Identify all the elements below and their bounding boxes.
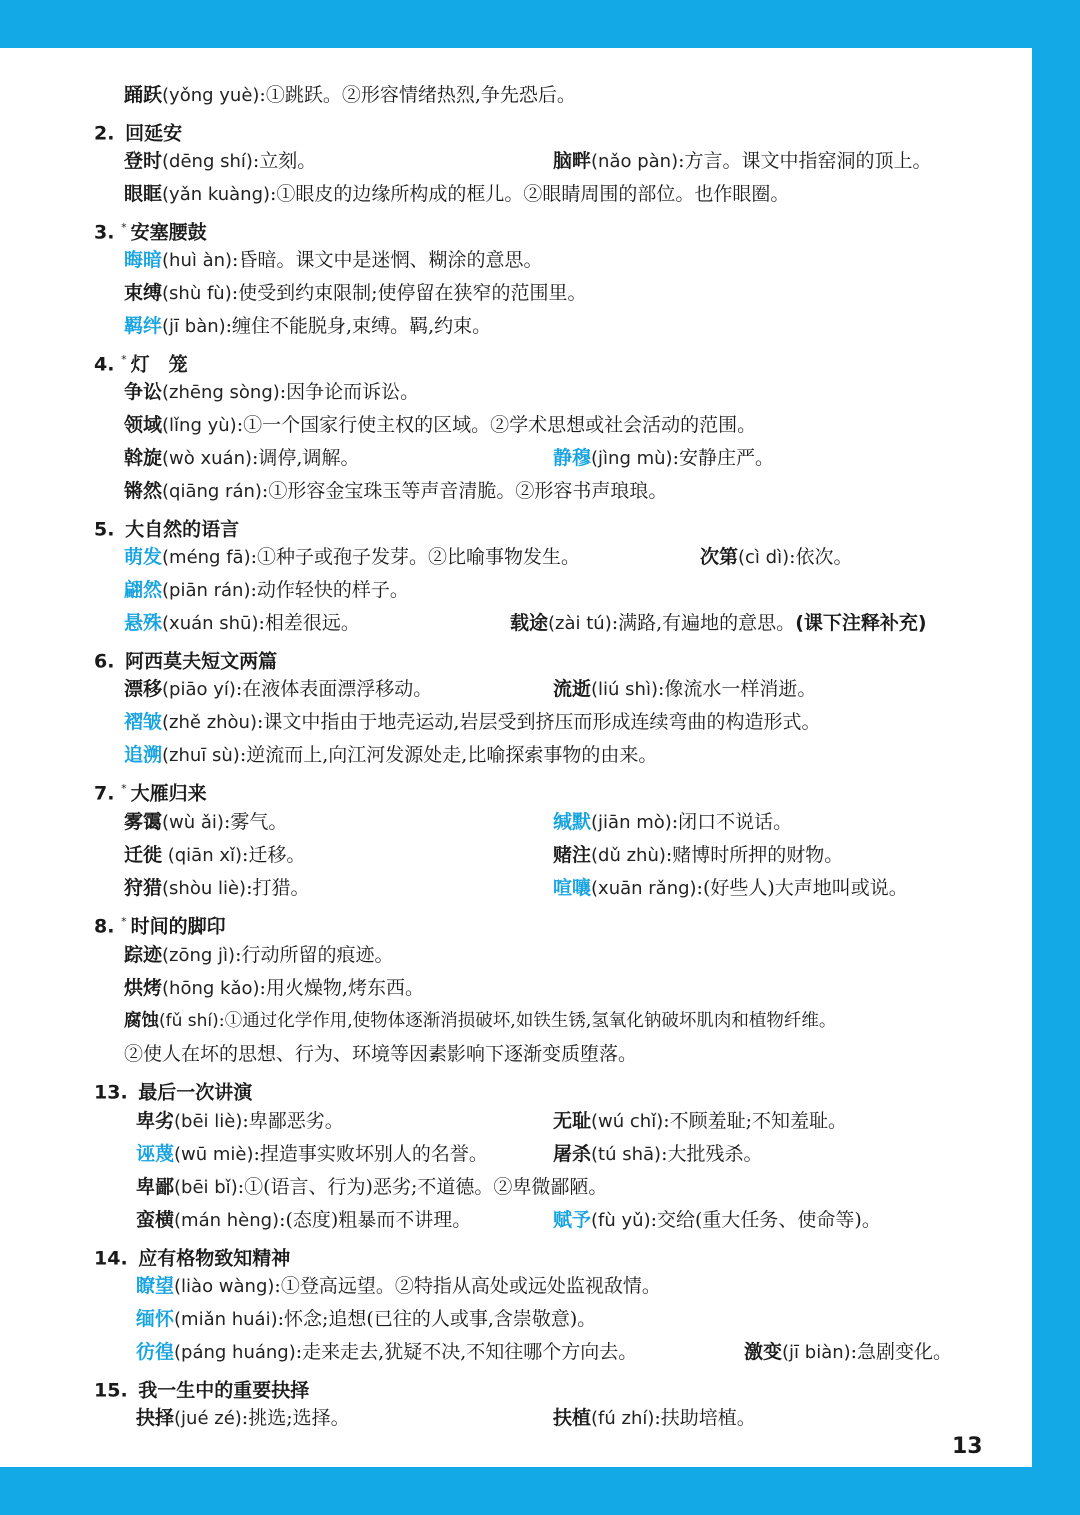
vocab-entry [136, 1270, 661, 1303]
vocab-definition: :安静庄严。 [672, 447, 774, 469]
vocab-pinyin: (mán hèng) [174, 1210, 280, 1231]
vocab-pinyin: (shù fù) [162, 283, 232, 304]
vocab-definition: :①登高远望。②特指从高处或远处监视敌情。 [274, 1275, 661, 1297]
vocab-line [0, 79, 1032, 112]
section-heading [94, 640, 277, 673]
vocab-word: 束缚 [124, 282, 163, 304]
section-star: * [121, 782, 127, 795]
vocab-word: 卑鄙 [136, 1176, 175, 1198]
section-heading [94, 343, 188, 376]
vocab-line [0, 939, 1032, 972]
vocab-entry [553, 442, 774, 475]
section-title: 我一生中的重要抉择 [138, 1379, 310, 1402]
section-number: 6. [94, 650, 115, 673]
vocab-definition: :调停,调解。 [252, 447, 360, 469]
vocab-word: 赋予 [553, 1209, 592, 1231]
vocab-definition: :走来走去,犹疑不决,不知往哪个方向去。 [295, 1341, 638, 1363]
vocab-line [0, 1336, 1032, 1369]
vocab-word: 激变 [744, 1341, 783, 1363]
section-heading [94, 112, 182, 145]
vocab-line [0, 739, 1032, 772]
vocab-line [0, 178, 1032, 211]
vocab-line [0, 1105, 1032, 1138]
vocab-line [0, 244, 1032, 277]
vocab-definition: :立刻。 [252, 150, 317, 172]
vocab-pinyin: (jìng mù) [591, 448, 673, 469]
vocab-entry [553, 673, 816, 706]
vocab-entry-continuation [124, 1038, 637, 1071]
vocab-line [0, 806, 1032, 839]
section-number: 7. [94, 782, 115, 805]
vocab-entry [553, 1105, 847, 1138]
section-title: 大自然的语言 [125, 518, 240, 541]
vocab-word: 悬殊 [124, 612, 163, 634]
vocab-pinyin: (wù ǎi) [162, 812, 224, 833]
vocab-entry [124, 475, 667, 508]
vocab-entry [124, 806, 287, 839]
vocab-definition: :急剧变化。 [850, 1341, 953, 1363]
vocab-word: 无耻 [553, 1110, 592, 1132]
vocab-word: 狩猎 [124, 877, 163, 899]
section-number: 15. [94, 1379, 128, 1402]
vocab-pinyin: (méng fā) [162, 547, 251, 568]
vocab-word: 载途 [510, 612, 549, 634]
vocab-entry [700, 541, 853, 574]
vocab-definition: :交给(重大任务、使命等)。 [650, 1209, 881, 1231]
vocab-pinyin: (yǒng yuè) [162, 85, 260, 106]
vocab-pinyin: (shòu liè) [162, 878, 247, 899]
vocab-word: 漂移 [124, 678, 163, 700]
section-heading [94, 1369, 309, 1402]
vocab-line [0, 1303, 1032, 1336]
section-heading [94, 1071, 252, 1104]
vocab-pinyin: (zài tú) [548, 613, 612, 634]
vocab-pinyin: (bēi bǐ) [174, 1177, 238, 1198]
vocab-entry [136, 1204, 471, 1237]
vocab-entry [136, 1171, 607, 1204]
vocab-definition: :挑选;选择。 [241, 1407, 350, 1429]
section-title: 大雁归来 [130, 782, 207, 805]
vocab-entry [124, 409, 756, 442]
vocab-pinyin: (bēi liè) [174, 1111, 243, 1132]
vocab-entry [553, 806, 792, 839]
section-number: 13. [94, 1081, 128, 1104]
vocab-word: 蛮横 [136, 1209, 175, 1231]
vocab-word: 争讼 [124, 381, 163, 403]
vocab-pinyin: (tú shā) [591, 1144, 662, 1165]
vocab-word: 迁徙 [124, 844, 163, 866]
vocab-pinyin: (wò xuán) [162, 448, 253, 469]
vocab-line [0, 706, 1032, 739]
vocab-entry [136, 1303, 596, 1336]
vocab-word: 晦暗 [124, 249, 163, 271]
vocab-definition: :满路,有遍地的意思。 [611, 612, 796, 634]
vocab-pinyin: (yǎn kuàng) [162, 184, 271, 205]
vocab-definition: :方言。课文中指窑洞的顶上。 [678, 150, 932, 172]
vocab-word: 脑畔 [553, 150, 592, 172]
vocab-entry [124, 178, 789, 211]
vocab-definition: :缠住不能脱身,束缚。羁,约束。 [225, 315, 492, 337]
vocab-word: 抉择 [136, 1407, 175, 1429]
right-border [1032, 0, 1080, 1515]
vocab-definition: :打猎。 [246, 877, 310, 899]
vocab-line [0, 475, 1032, 508]
vocab-definition: :使受到约束限制;使停留在狭窄的范围里。 [231, 282, 587, 304]
vocab-line [0, 409, 1032, 442]
vocab-definition: :①眼皮的边缘所构成的框儿。②眼睛周围的部位。也作眼圈。 [270, 183, 790, 205]
section-title: 阿西莫夫短文两篇 [125, 650, 278, 673]
vocab-pinyin: (fù yǔ) [591, 1210, 651, 1231]
vocab-pinyin: (qiāng rán) [162, 481, 262, 502]
vocab-word: 腐蚀 [124, 1011, 159, 1031]
vocab-word: 喧嚷 [553, 877, 592, 899]
vocab-word: 追溯 [124, 744, 163, 766]
vocab-pinyin: (zhě zhòu) [162, 712, 257, 733]
vocab-line [0, 1270, 1032, 1303]
vocab-pinyin: (páng huáng) [174, 1342, 296, 1363]
vocab-note: (课下注释补充) [795, 612, 927, 634]
vocab-definition: :逆流而上,向江河发源处走,比喻探索事物的由来。 [239, 744, 658, 766]
vocab-pinyin: (dǔ zhù) [591, 845, 666, 866]
vocab-entry [124, 574, 409, 607]
vocab-word: 眼眶 [124, 183, 163, 205]
vocab-definition: :①种子或孢子发芽。②比喻事物发生。 [250, 546, 580, 568]
vocab-entry [124, 541, 580, 574]
vocab-line [0, 1204, 1032, 1237]
vocab-pinyin: (zōng jì) [162, 945, 236, 966]
vocab-definition: :①一个国家行使主权的区域。②学术思想或社会活动的范围。 [236, 414, 757, 436]
section-number: 8. [94, 915, 115, 938]
vocab-line [0, 541, 1032, 574]
vocab-definition: :①(语言、行为)恶劣;不道德。②卑微鄙陋。 [237, 1176, 608, 1198]
vocab-pinyin: (huì àn) [162, 250, 233, 271]
vocab-word: 烘烤 [124, 977, 163, 999]
vocab-pinyin: (jiān mò) [591, 812, 672, 833]
vocab-word: 翩然 [124, 579, 163, 601]
vocab-word: 踪迹 [124, 944, 163, 966]
vocab-definition: :行动所留的痕迹。 [235, 944, 394, 966]
vocab-definition: :卑鄙恶劣。 [242, 1110, 344, 1132]
vocab-entry [124, 739, 657, 772]
vocab-definition: :怀念;追想(已往的人或事,含崇敬意)。 [277, 1308, 597, 1330]
vocab-entry [124, 79, 576, 112]
section-star: * [121, 353, 127, 366]
vocab-entry [124, 706, 820, 739]
vocab-entry [124, 376, 419, 409]
vocab-entry [124, 939, 394, 972]
vocab-word: 领域 [124, 414, 163, 436]
section-star: * [121, 915, 127, 928]
vocab-pinyin: (jī bàn) [162, 316, 226, 337]
vocab-word: 诬蔑 [136, 1143, 175, 1165]
vocab-definition: :迁移。 [242, 844, 306, 866]
vocab-pinyin: (wū miè) [174, 1144, 254, 1165]
vocab-pinyin: (zhuī sù) [162, 745, 240, 766]
vocab-pinyin: (wú chǐ) [591, 1111, 664, 1132]
vocab-entry [136, 1105, 344, 1138]
section-number: 5. [94, 518, 115, 541]
vocab-word: 羁绊 [124, 315, 163, 337]
vocab-word: 褶皱 [124, 711, 163, 733]
vocab-definition: :相差很远。 [258, 612, 360, 634]
section-number: 3. [94, 221, 115, 244]
vocab-entry [136, 1402, 350, 1435]
vocab-definition: :扶助培植。 [654, 1407, 756, 1429]
vocab-word: 静穆 [553, 447, 592, 469]
vocab-word: 瞭望 [136, 1275, 175, 1297]
section-number: 14. [94, 1247, 128, 1270]
vocab-pinyin: (fǔ shí) [159, 1011, 219, 1031]
vocab-definition: :①跳跃。②形容情绪热烈,争先恐后。 [259, 84, 576, 106]
vocab-word: 缅怀 [136, 1308, 175, 1330]
vocab-line [0, 1038, 1032, 1071]
vocab-line [0, 1402, 1032, 1435]
vocab-definition: :闭口不说话。 [671, 811, 793, 833]
vocab-line [0, 277, 1032, 310]
section-number: 2. [94, 122, 115, 145]
bottom-border [0, 1467, 1080, 1515]
vocab-definition: :不顾羞耻;不知羞耻。 [663, 1110, 848, 1132]
vocab-entry [553, 839, 843, 872]
vocab-entry [124, 972, 424, 1005]
vocab-pinyin: (nǎo pàn) [591, 151, 679, 172]
vocab-pinyin: (liú shì) [591, 679, 658, 700]
section-title: 最后一次讲演 [138, 1081, 253, 1104]
vocab-entry [124, 839, 305, 872]
vocab-word: 登时 [124, 150, 163, 172]
vocab-pinyin: (zhēng sòng) [162, 382, 280, 403]
vocab-line [0, 1138, 1032, 1171]
vocab-line [0, 574, 1032, 607]
vocab-word: 雾霭 [124, 811, 163, 833]
vocab-entry [124, 145, 316, 178]
vocab-line [0, 673, 1032, 706]
vocab-entry [124, 310, 491, 343]
vocab-entry [124, 442, 359, 475]
vocab-word: 扶植 [553, 1407, 592, 1429]
vocab-word: 次第 [700, 546, 739, 568]
vocab-line [0, 442, 1032, 475]
vocab-definition: :捏造事实败坏别人的名誉。 [253, 1143, 488, 1165]
vocab-line [0, 1171, 1032, 1204]
vocab-entry [553, 1204, 881, 1237]
vocab-line [0, 872, 1032, 905]
vocab-pinyin: (miǎn huái) [174, 1309, 278, 1330]
vocab-definition: :动作轻快的样子。 [250, 579, 409, 601]
vocab-definition: :课文中指由于地壳运动,岩层受到挤压而形成连续弯曲的构造形式。 [257, 711, 821, 733]
section-number: 4. [94, 353, 115, 376]
vocab-entry [510, 607, 927, 640]
section-title: 应有格物致知精神 [138, 1247, 291, 1270]
vocab-entry [136, 1336, 637, 1369]
vocab-entry [553, 872, 908, 905]
vocab-pinyin: (jué zé) [174, 1408, 242, 1429]
vocab-word: 流逝 [553, 678, 592, 700]
vocab-definition: :大批残杀。 [661, 1143, 763, 1165]
vocab-line [0, 310, 1032, 343]
vocab-pinyin: (lǐng yù) [162, 415, 237, 436]
vocab-pinyin: (jī biàn) [782, 1342, 851, 1363]
vocab-entry [124, 277, 587, 310]
vocab-pinyin: (dēng shí) [162, 151, 253, 172]
vocab-entry [553, 145, 932, 178]
vocab-line [0, 1005, 1032, 1038]
vocab-word: 锵然 [124, 480, 163, 502]
vocab-entry [136, 1138, 488, 1171]
vocab-word: 踊跃 [124, 84, 163, 106]
vocab-definition: :(态度)粗暴而不讲理。 [279, 1209, 472, 1231]
vocab-word: 卑劣 [136, 1110, 175, 1132]
section-star: * [121, 221, 127, 234]
vocab-definition: :(好些人)大声地叫或说。 [696, 877, 908, 899]
section-heading [94, 211, 207, 244]
vocab-entry [124, 1005, 836, 1038]
vocab-pinyin: (piān rán) [162, 580, 251, 601]
vocab-entry [744, 1336, 952, 1369]
vocab-definition: ②使人在坏的思想、行为、环境等因素影响下逐渐变质堕落。 [124, 1043, 638, 1065]
vocab-pinyin: (hōng kǎo) [162, 978, 260, 999]
vocab-word: 斡旋 [124, 447, 163, 469]
vocab-pinyin: (xuán shū) [162, 613, 259, 634]
section-heading [94, 905, 226, 938]
vocab-definition: :因争论而诉讼。 [279, 381, 420, 403]
section-title: 回延安 [125, 122, 183, 145]
vocab-entry [124, 244, 542, 277]
section-heading [94, 1237, 290, 1270]
vocab-pinyin: (qiān xǐ) [162, 845, 243, 866]
vocab-definition: :像流水一样消逝。 [657, 678, 817, 700]
vocab-line [0, 607, 1032, 640]
vocab-word: 缄默 [553, 811, 592, 833]
vocab-entry [553, 1138, 762, 1171]
section-title: 安塞腰鼓 [130, 221, 207, 244]
vocab-entry [124, 673, 432, 706]
section-heading [94, 508, 239, 541]
vocab-pinyin: (piāo yí) [162, 679, 236, 700]
vocab-line [0, 376, 1032, 409]
vocab-pinyin: (liào wàng) [174, 1276, 275, 1297]
vocab-entry [553, 1402, 756, 1435]
vocab-word: 赌注 [553, 844, 592, 866]
vocab-definition: :赌博时所押的财物。 [665, 844, 844, 866]
vocab-pinyin: (xuān rǎng) [591, 878, 697, 899]
vocab-pinyin: (fú zhí) [591, 1408, 655, 1429]
vocab-pinyin: (cì dì) [738, 547, 790, 568]
vocab-line [0, 145, 1032, 178]
section-title: 时间的脚印 [130, 915, 226, 938]
vocab-line [0, 972, 1032, 1005]
section-heading [94, 772, 207, 805]
vocab-line [0, 839, 1032, 872]
vocab-definition: :昏暗。课文中是迷惘、糊涂的意思。 [232, 249, 543, 271]
vocab-entry [124, 607, 360, 640]
vocab-definition: :①形容金宝珠玉等声音清脆。②形容书声琅琅。 [261, 480, 668, 502]
vocab-definition: :①通过化学作用,使物体逐渐消损破坏,如铁生锈,氢氧化钠破坏肌肉和植物纤维。 [218, 1011, 837, 1031]
vocab-word: 彷徨 [136, 1341, 175, 1363]
vocab-definition: :依次。 [789, 546, 853, 568]
section-title: 灯 笼 [130, 353, 188, 376]
vocab-definition: :雾气。 [223, 811, 288, 833]
vocab-word: 萌发 [124, 546, 163, 568]
vocab-definition: :用火燥物,烤东西。 [259, 977, 424, 999]
vocab-entry [124, 872, 309, 905]
vocab-word: 屠杀 [553, 1143, 592, 1165]
page-number: 13 [952, 1434, 983, 1459]
vocab-definition: :在液体表面漂浮移动。 [235, 678, 433, 700]
